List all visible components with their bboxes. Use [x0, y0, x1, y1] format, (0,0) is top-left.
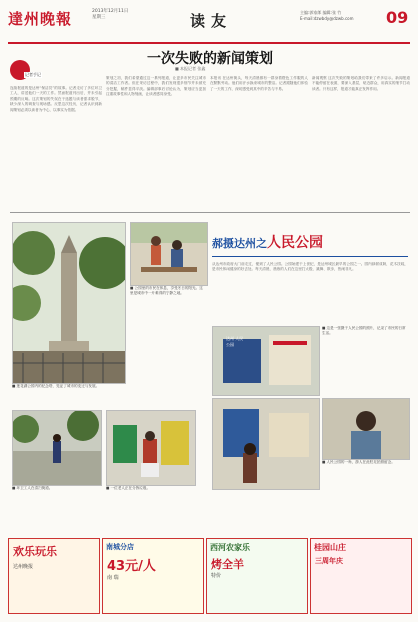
feature-portrait-photo: [322, 398, 410, 460]
park-illustration: [131, 223, 207, 285]
feature-title-prefix: 郝摄达州之: [212, 237, 267, 250]
tower-photo: [12, 222, 126, 384]
feature-banner: [212, 232, 408, 254]
article-column-3: 本报讯 在达州街头，每天清晨都有一群身着橙色工作服的人在默默劳动。他们用汗水换来城市的整洁。记者跟随他们体验了一天的工作，深切感受到其中的辛苦与不易。: [210, 76, 308, 91]
feature-body: 从达州市政府大门前走过，便到了人民公园。公园始建于上世纪，是达州城区最早的公园之一。园内绿树成荫，花木扶疏，是市民休闲健身的好去处。每天清晨，晨练的人们在这里打太极、跳舞、散步，热闹非凡。: [212, 262, 408, 272]
editor-info: [300, 10, 380, 22]
ad-3-title: 西河农家乐: [210, 543, 250, 552]
ad-3[interactable]: [206, 538, 308, 614]
ad-4-title: 桂园山庄: [314, 543, 346, 552]
ad-2-price: 43元/人: [107, 559, 156, 574]
tower-illustration: [13, 223, 125, 383]
street-cleaner-photo: [12, 410, 102, 486]
garbage-sorting-photo: [106, 410, 196, 486]
feature-side-note: ■ 这是一张摄于人民公园的照片，记录了市民的日常生活。: [322, 326, 406, 336]
page-number: 09: [386, 8, 409, 27]
editor-line: 主编:郭家郎 编辑:张 竹: [300, 10, 342, 15]
garbage-illustration: [107, 411, 195, 485]
article-column-1: 连续报道的是达州“保洁员”的故事。记者走访了多位环卫工人，讲述他们一天的工作。然而报道刊出后，并未引起预期的反响。这次策划的失误在于选题与读者需求脱节，缺少深入的调查与现场感。反思这次经历，记者认识到新闻策划必须以读者为中心，以事实为依据。: [10, 86, 102, 112]
feature-right-caption: ■ 人民公园的一角，游人在此驻足拍照留念。: [322, 460, 395, 464]
email-line: E-mail:dzwbdy@dzwb.com: [300, 16, 354, 21]
street-photo-caption: ■ 环卫工人在清扫街道。: [12, 486, 53, 490]
feature-divider: [212, 256, 408, 257]
ad-2-line: 南 瑞: [107, 575, 119, 581]
article-byline: ■ 本报记者 张鑫: [175, 66, 206, 71]
portrait-illustration: [323, 399, 409, 459]
newspaper-logo: 達州晚報: [8, 10, 73, 28]
ad-1-title: 欢乐玩乐: [13, 545, 57, 558]
garbage-photo-caption: ■ 一位老人正在分拣垃圾。: [106, 486, 151, 490]
street-illustration: [13, 411, 101, 485]
article-headline: 一次失败的新闻策划: [147, 51, 273, 67]
article-column-4: 新闻观察 这次失败的策划给我们带来了许多启示。新闻报道不能停留在表面，要深入基层，贴近群众，用真实的细节打动读者。只有这样，报道才能真正发挥作用。: [312, 76, 410, 91]
feature-people-photo: [212, 398, 320, 490]
park-photo: [130, 222, 208, 286]
feature-title-main: 人民公园: [267, 235, 323, 251]
section-divider: [10, 212, 410, 213]
ad-4-line: 三周年庆: [315, 557, 343, 565]
ad-3-price: 特价: [211, 573, 222, 579]
section-title: 读友: [190, 12, 233, 30]
reporter-note-badge: [10, 60, 50, 82]
badge-label: 记者手记: [25, 72, 41, 77]
ad-3-line: 烤全羊: [211, 558, 244, 571]
park-photo-caption: ■ 公园里的市民在休息，享受冬日的阳光。这里是城市中一片难得的宁静之地。: [130, 286, 203, 296]
people-illustration: [213, 399, 319, 489]
ad-1[interactable]: [8, 538, 100, 614]
feature-box-label: 达州 人民公园: [226, 336, 244, 347]
weekday-line: 星期三: [92, 15, 106, 20]
ad-2-title: 南城分店: [106, 543, 134, 551]
date-line: 2013年12月11日: [92, 9, 129, 14]
ad-2[interactable]: [102, 538, 204, 614]
ad-4[interactable]: [310, 538, 412, 614]
article-column-2: 策划之初，我们希望通过这一系列报道，让更多市民关注城市的清洁工作者。但在采访过程中，我们发现很多细节并未被充分挖掘，稿件显得平淡。编辑部事后讨论认为，策划应当更加注重故事性和人物刻画，让读者感同身受。: [106, 76, 206, 97]
ad-1-line: 达州晚报: [13, 564, 34, 570]
issue-date: [92, 9, 128, 21]
tower-caption: ■ 莲花湖公园内的纪念塔，见证了城市的变迁与发展。: [12, 384, 100, 388]
